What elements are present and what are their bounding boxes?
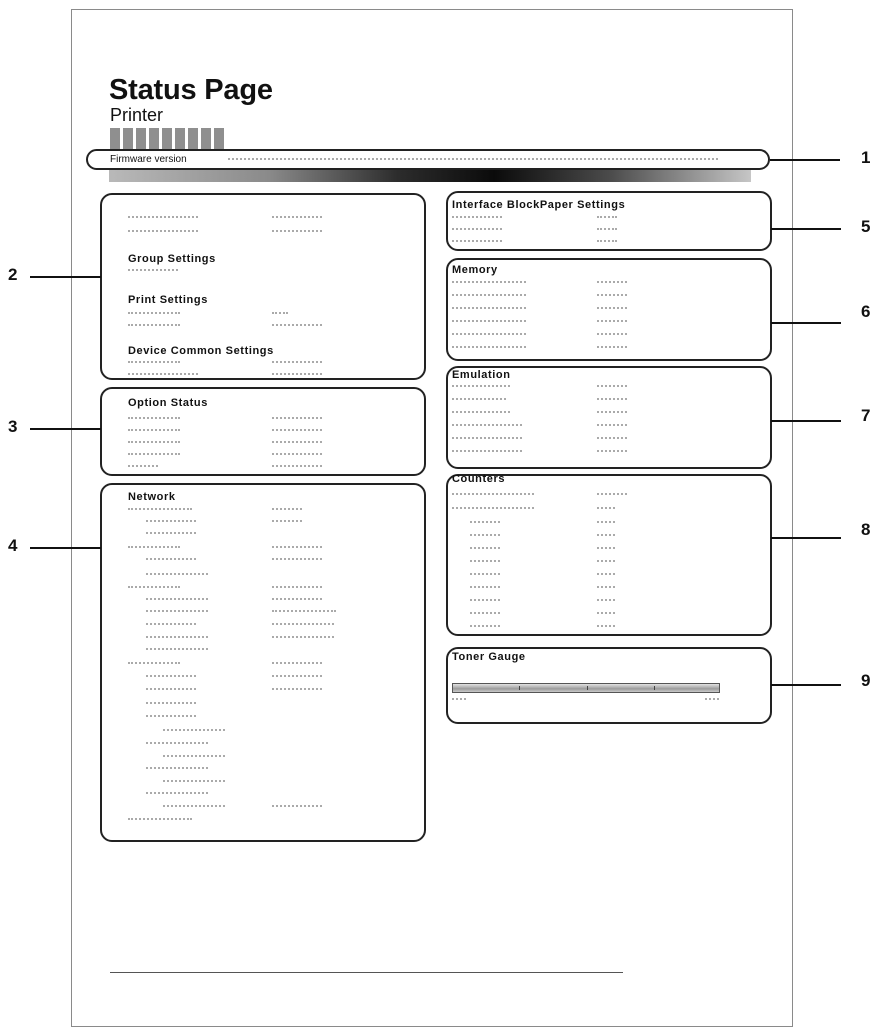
placeholder-text-line	[272, 373, 322, 378]
placeholder-text-line	[452, 281, 526, 286]
placeholder-text-line	[272, 586, 322, 591]
placeholder-text-line	[597, 573, 615, 578]
placeholder-text-line	[597, 625, 615, 630]
placeholder-text-line	[146, 648, 208, 653]
placeholder-text-line	[146, 767, 208, 772]
placeholder-text-line	[597, 560, 615, 565]
placeholder-text-line	[272, 598, 322, 603]
placeholder-text-line	[452, 437, 522, 442]
placeholder-text-line	[452, 450, 522, 455]
toner-tick	[519, 686, 520, 690]
placeholder-text-line	[597, 599, 615, 604]
callout-number-9: 9	[861, 671, 871, 690]
placeholder-text-line	[272, 216, 322, 221]
toner-gauge-heading: Toner Gauge	[452, 651, 526, 663]
placeholder-text-line	[452, 216, 502, 221]
placeholder-text-line	[128, 429, 180, 434]
callout-line-1	[770, 159, 840, 161]
placeholder-text-line	[272, 417, 322, 422]
placeholder-text-line	[272, 675, 322, 680]
toner-min-label	[452, 698, 466, 703]
placeholder-text-line	[597, 411, 627, 416]
placeholder-text-line	[146, 636, 208, 641]
footer-rule	[110, 972, 623, 973]
placeholder-text-line	[597, 307, 627, 312]
placeholder-text-line	[470, 586, 500, 591]
placeholder-text-line	[470, 599, 500, 604]
callout-line-8	[771, 537, 841, 539]
callout-number-5: 5	[861, 217, 871, 236]
placeholder-text-line	[128, 230, 198, 235]
placeholder-text-line	[146, 610, 208, 615]
placeholder-text-line	[163, 805, 225, 810]
placeholder-text-line	[128, 216, 198, 221]
placeholder-text-line	[597, 493, 627, 498]
placeholder-text-line	[597, 424, 627, 429]
toner-gauge-bar	[452, 683, 720, 693]
firmware-version-label: Firmware version	[110, 154, 187, 165]
placeholder-text-line	[597, 228, 617, 233]
placeholder-text-line	[470, 560, 500, 565]
placeholder-text-line	[597, 450, 627, 455]
placeholder-text-line	[272, 312, 288, 317]
placeholder-text-line	[146, 532, 196, 537]
counters-heading: Counters	[452, 473, 506, 485]
placeholder-text-line	[272, 441, 322, 446]
placeholder-text-line	[128, 373, 198, 378]
placeholder-text-line	[597, 521, 615, 526]
placeholder-text-line	[452, 333, 526, 338]
placeholder-text-line	[272, 520, 302, 525]
group-settings-heading: Group Settings	[128, 253, 216, 265]
placeholder-text-line	[597, 437, 627, 442]
device-common-settings-heading: Device Common Settings	[128, 345, 274, 357]
placeholder-text-line	[272, 508, 302, 513]
placeholder-text-line	[128, 324, 180, 329]
placeholder-text-line	[597, 294, 627, 299]
placeholder-text-line	[452, 346, 526, 351]
placeholder-text-line	[128, 453, 180, 458]
placeholder-text-line	[146, 573, 208, 578]
firmware-version-row	[86, 149, 770, 170]
placeholder-text-line	[597, 547, 615, 552]
placeholder-text-line	[470, 612, 500, 617]
placeholder-text-line	[146, 715, 196, 720]
placeholder-text-line	[272, 465, 322, 470]
callout-line-7	[771, 420, 841, 422]
placeholder-text-line	[597, 612, 615, 617]
placeholder-text-line	[272, 623, 334, 628]
placeholder-text-line	[452, 507, 534, 512]
placeholder-text-line	[597, 320, 627, 325]
callout-line-3	[30, 428, 101, 430]
placeholder-text-line	[128, 312, 180, 317]
placeholder-text-line	[146, 742, 208, 747]
callout-line-5	[771, 228, 841, 230]
placeholder-text-line	[146, 598, 208, 603]
placeholder-text-line	[470, 625, 500, 630]
placeholder-text-line	[128, 361, 180, 366]
placeholder-text-line	[470, 547, 500, 552]
placeholder-text-line	[452, 240, 502, 245]
placeholder-text-line	[272, 453, 322, 458]
placeholder-text-line	[452, 385, 510, 390]
callout-number-1: 1	[861, 148, 871, 167]
placeholder-text-line	[597, 507, 615, 512]
placeholder-text-line	[272, 546, 322, 551]
placeholder-text-line	[597, 281, 627, 286]
barcode-graphic	[110, 128, 224, 149]
interface-block-heading: Interface BlockPaper Settings	[452, 199, 626, 211]
placeholder-text-line	[272, 558, 322, 563]
placeholder-text-line	[272, 324, 322, 329]
placeholder-text-line	[128, 508, 192, 513]
placeholder-text-line	[452, 411, 510, 416]
placeholder-text-line	[163, 755, 225, 760]
placeholder-text-line	[128, 546, 180, 551]
placeholder-text-line	[452, 424, 522, 429]
placeholder-text-line	[272, 361, 322, 366]
placeholder-text-line	[452, 228, 502, 233]
placeholder-text-line	[128, 441, 180, 446]
placeholder-text-line	[597, 534, 615, 539]
placeholder-text-line	[272, 429, 322, 434]
placeholder-text-line	[597, 216, 617, 221]
placeholder-text-line	[146, 623, 196, 628]
page-title: Status Page	[109, 74, 273, 106]
print-settings-heading: Print Settings	[128, 294, 208, 306]
placeholder-text-line	[128, 818, 192, 823]
callout-number-6: 6	[861, 302, 871, 321]
callout-number-4: 4	[8, 536, 18, 555]
page-subtitle: Printer	[110, 105, 164, 125]
placeholder-text-line	[597, 586, 615, 591]
placeholder-text-line	[452, 294, 526, 299]
placeholder-text-line	[272, 230, 322, 235]
gradient-bar	[109, 170, 751, 182]
placeholder-text-line	[597, 346, 627, 351]
placeholder-text-line	[452, 307, 526, 312]
placeholder-text-line	[597, 333, 627, 338]
placeholder-text-line	[128, 465, 158, 470]
placeholder-text-line	[272, 662, 322, 667]
callout-number-7: 7	[861, 406, 871, 425]
placeholder-text-line	[146, 702, 196, 707]
option-status-heading: Option Status	[128, 397, 208, 409]
toner-tick	[654, 686, 655, 690]
network-heading: Network	[128, 491, 176, 503]
placeholder-text-line	[163, 780, 225, 785]
callout-number-8: 8	[861, 520, 871, 539]
callout-number-2: 2	[8, 265, 18, 284]
placeholder-text-line	[163, 729, 225, 734]
callout-line-4	[30, 547, 101, 549]
placeholder-text-line	[470, 521, 500, 526]
placeholder-text-line	[128, 586, 180, 591]
placeholder-text-line	[272, 610, 336, 615]
memory-heading: Memory	[452, 264, 498, 276]
placeholder-text-line	[128, 269, 178, 274]
placeholder-text-line	[597, 398, 627, 403]
placeholder-text-line	[146, 520, 196, 525]
callout-number-3: 3	[8, 417, 18, 436]
emulation-heading: Emulation	[452, 369, 511, 381]
placeholder-text-line	[146, 675, 196, 680]
callout-line-6	[771, 322, 841, 324]
callout-line-9	[771, 684, 841, 686]
placeholder-text-line	[146, 558, 196, 563]
placeholder-text-line	[470, 573, 500, 578]
firmware-version-value	[228, 158, 718, 163]
callout-line-2	[30, 276, 101, 278]
placeholder-text-line	[452, 493, 534, 498]
placeholder-text-line	[128, 662, 180, 667]
placeholder-text-line	[597, 240, 617, 245]
placeholder-text-line	[597, 385, 627, 390]
placeholder-text-line	[470, 534, 500, 539]
placeholder-text-line	[452, 398, 506, 403]
placeholder-text-line	[452, 320, 526, 325]
placeholder-text-line	[146, 792, 208, 797]
placeholder-text-line	[128, 417, 180, 422]
toner-tick	[587, 686, 588, 690]
placeholder-text-line	[272, 688, 322, 693]
placeholder-text-line	[272, 805, 322, 810]
placeholder-text-line	[146, 688, 196, 693]
toner-max-label	[705, 698, 719, 703]
placeholder-text-line	[272, 636, 334, 641]
